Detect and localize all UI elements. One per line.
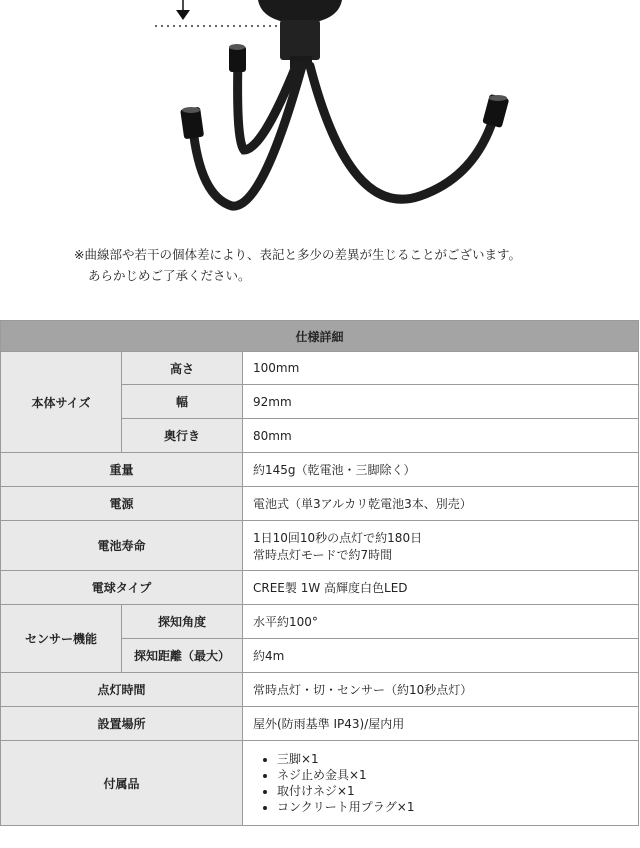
depth-value: 80mm [243, 419, 639, 453]
accessories-list [253, 751, 628, 815]
power-value: 電池式（単3アルカリ乾電池3本、別売） [243, 487, 639, 521]
spec-table [0, 320, 639, 826]
accessory-item: • コンクリート用プラグ×1 [277, 799, 628, 815]
bulb-type-label: 電球タイプ [1, 571, 243, 605]
weight-value: 約145g（乾電池・三脚除く） [243, 453, 639, 487]
battery-life-line-2: 常時点灯モードで約7時間 [253, 547, 393, 562]
height-value: 100mm [243, 352, 639, 385]
power-label: 電源 [1, 487, 243, 521]
install-location-label: 設置場所 [1, 707, 243, 741]
detect-angle-label: 探知角度 [122, 605, 243, 639]
battery-life-line-1: 1日10回10秒の点灯で約180日 [253, 530, 423, 545]
product-tripod-image [0, 0, 640, 232]
detect-angle-value: 水平約100° [243, 605, 639, 639]
detect-distance-label: 探知距離（最大） [122, 639, 243, 673]
disclaimer-note [74, 244, 521, 286]
accessories-label: 付属品 [1, 741, 243, 826]
install-location-value: 屋外(防雨基準 IP43)/屋内用 [243, 707, 639, 741]
disclaimer-line-1: ※曲線部や若干の個体差により、表記と多少の差異が生じることがございます。 [74, 247, 521, 262]
width-value: 92mm [243, 385, 639, 419]
depth-label: 奥行き [122, 419, 243, 453]
width-label: 幅 [122, 385, 243, 419]
accessory-item: • ネジ止め金具×1 [277, 767, 628, 783]
body-size-label: 本体サイズ [1, 352, 122, 453]
spec-table-title: 仕様詳細 [1, 321, 639, 352]
bulb-type-value: CREE製 1W 高輝度白色LED [243, 571, 639, 605]
battery-life-value [243, 521, 639, 571]
accessory-item: • 取付けネジ×1 [277, 783, 628, 799]
accessory-item: • 三脚×1 [277, 751, 628, 767]
lighting-time-value: 常時点灯・切・センサー（約10秒点灯） [243, 673, 639, 707]
height-label: 高さ [122, 352, 243, 385]
detect-distance-value: 約4m [243, 639, 639, 673]
lighting-time-label: 点灯時間 [1, 673, 243, 707]
weight-label: 重量 [1, 453, 243, 487]
disclaimer-line-2: あらかじめご了承ください。 [88, 268, 251, 283]
sensor-label: センサー機能 [1, 605, 122, 673]
accessories-value [243, 741, 639, 826]
battery-life-label: 電池寿命 [1, 521, 243, 571]
